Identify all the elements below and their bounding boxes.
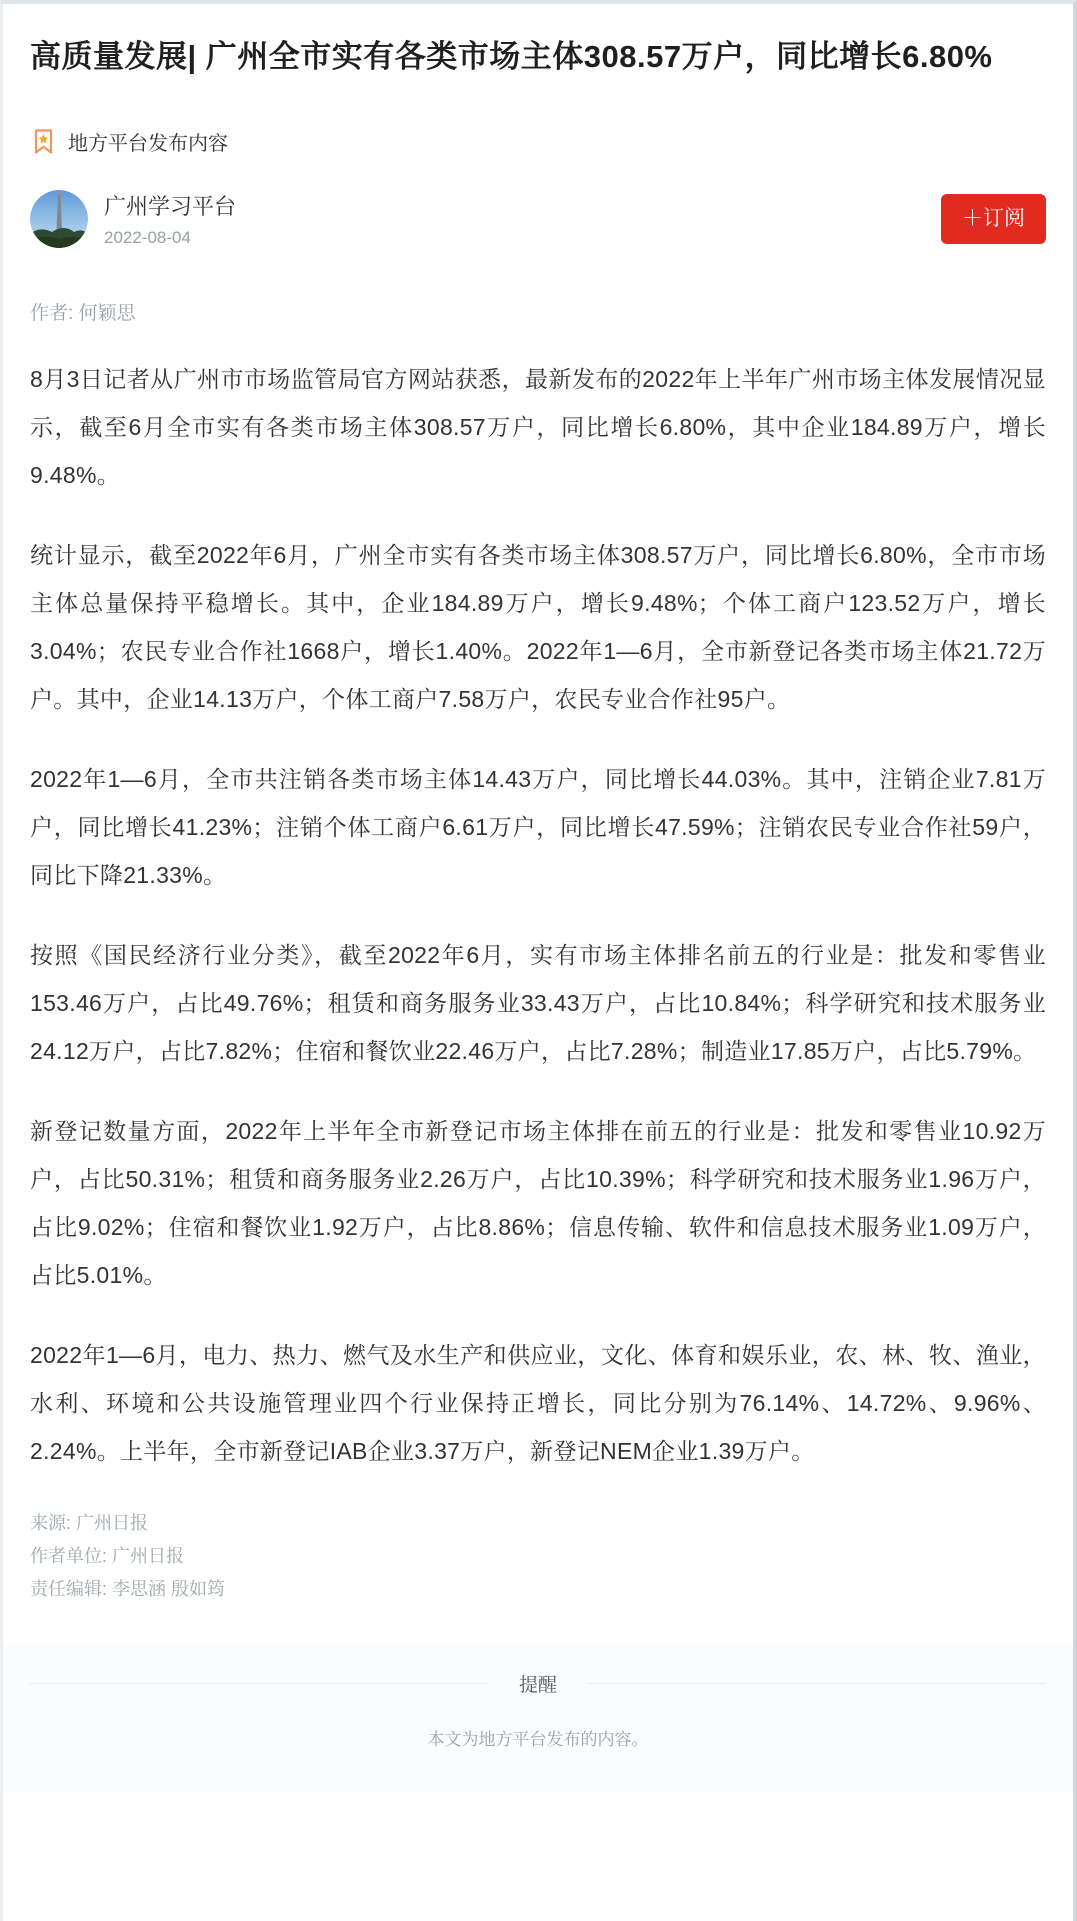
subscribe-button[interactable]: ＋订阅 [941, 194, 1046, 243]
publisher-name[interactable]: 广州学习平台 [104, 194, 237, 219]
meta-author-unit-value: 广州日报 [112, 1546, 185, 1566]
meta-editor-value: 李思涵 殷如筠 [112, 1579, 226, 1599]
badge-label: 地方平台发布内容 [68, 133, 228, 155]
page-title: 高质量发展| 广州全市实有各类市场主体308.57万户，同比增长6.80% [30, 39, 993, 74]
meta-source-value: 广州日报 [76, 1513, 149, 1533]
article-body [30, 355, 1046, 1475]
ribbon-star-icon [30, 128, 57, 155]
meta-editor [30, 1573, 1046, 1606]
meta-source [30, 1507, 1046, 1540]
paragraph: 2022年1—6月，全市共注销各类市场主体14.43万户，同比增长44.03%。其中，注销企业7.81万户，同比增长41.23%；注销个体工商户6.61万户，同比增长47.59%；注销农民专业合作社59户，同比下降21.33%。 [30, 766, 1046, 888]
meta-author-unit-label: 作者单位: [30, 1546, 108, 1566]
publisher-row [30, 190, 1046, 248]
author-label: 作者: [30, 303, 74, 324]
meta-author-unit [30, 1540, 1046, 1573]
paragraph: 新登记数量方面，2022年上半年全市新登记市场主体排在前五的行业是：批发和零售业10.92万户，占比50.31%；租赁和商务服务业2.26万户，占比10.39%；科学研究和技术服务业1.96万户，占比9.02%；住宿和餐饮业1.92万户，占比8.86%；信息传输、软件和信息技术服务业1.09万户，占比5.01%。 [30, 1118, 1046, 1288]
publish-date: 2022-08-04 [104, 228, 191, 247]
reminder-note: 本文为地方平台发布的内容。 [427, 1730, 649, 1749]
reminder-divider [30, 1670, 1046, 1697]
author-line [30, 298, 1046, 325]
publisher-info [104, 190, 236, 248]
paragraph: 2022年1—6月，电力、热力、燃气及水生产和供应业，文化、体育和娱乐业，农、林、牧、渔业，水利、环境和公共设施管理业四个行业保持正增长，同比分别为76.14%、14.72%、9.96%、2.24%。上半年，全市新登记IAB企业3.37万户，新登记NEM企业1.39万户。 [30, 1342, 1046, 1464]
meta-source-label: 来源: [30, 1513, 72, 1533]
reminder-section [3, 1644, 1073, 1792]
avatar[interactable] [30, 190, 88, 248]
paragraph: 8月3日记者从广州市市场监管局官方网站获悉，最新发布的2022年上半年广州市场主体发展情况显示，截至6月全市实有各类市场主体308.57万户，同比增长6.80%，其中企业184.89万户，增长9.48%。 [30, 366, 1046, 488]
paragraph: 按照《国民经济行业分类》，截至2022年6月，实有市场主体排名前五的行业是：批发和零售业153.46万户，占比49.76%；租赁和商务服务业33.43万户，占比10.84%；科学研究和技术服务业24.12万户，占比7.82%；住宿和餐饮业22.46万户，占比7.28%；制造业17.85万户，占比5.79%。 [30, 942, 1046, 1064]
article-meta [30, 1507, 1046, 1606]
platform-badge [30, 127, 1046, 156]
author-name: 何颖思 [78, 303, 136, 324]
paragraph: 统计显示，截至2022年6月，广州全市实有各类市场主体308.57万户，同比增长6.80%，全市市场主体总量保持平稳增长。其中，企业184.89万户，增长9.48%；个体工商户123.52万户，增长3.04%；农民专业合作社1668户，增长1.40%。2022年1—6月，全市新登记各类市场主体21.72万户。其中，企业14.13万户，个体工商户7.58万户，农民专业合作社95户。 [30, 542, 1046, 712]
meta-editor-label: 责任编辑: [30, 1579, 108, 1599]
reminder-heading: 提醒 [519, 1675, 558, 1696]
divider-line-left [30, 1683, 489, 1684]
divider-line-right [587, 1683, 1046, 1684]
